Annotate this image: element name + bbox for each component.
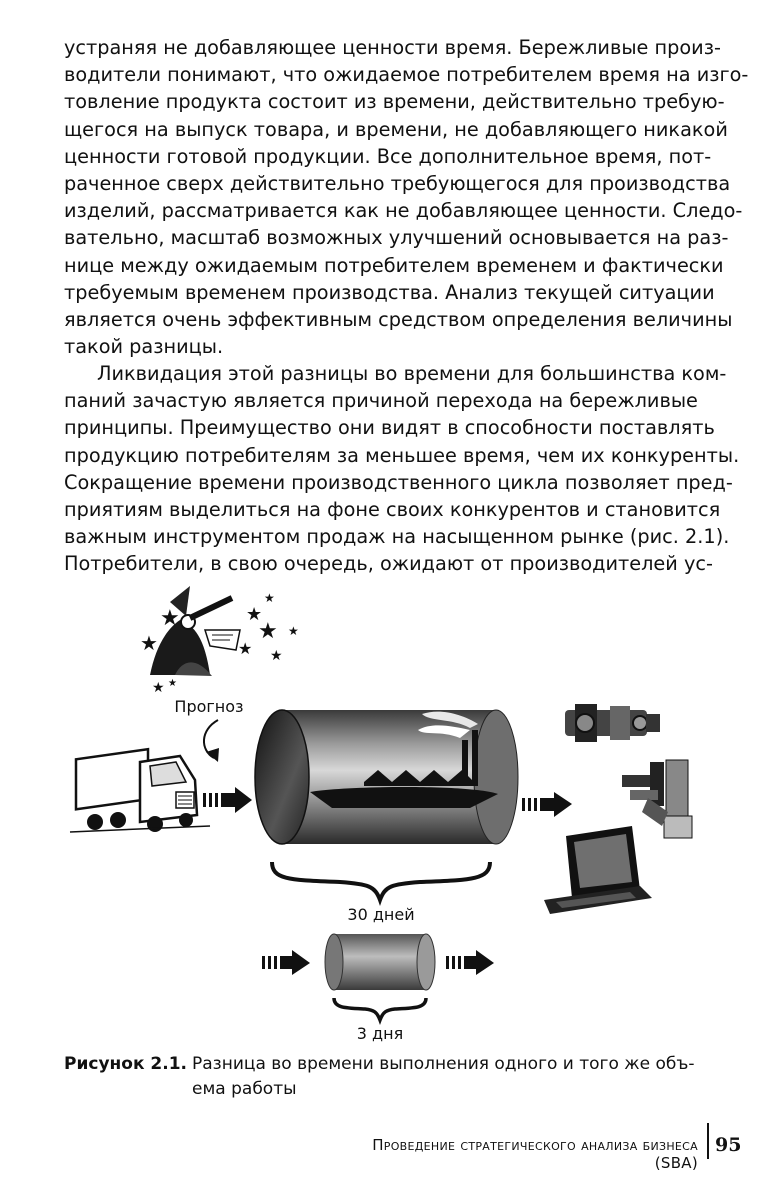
- long-process-cylinder: [255, 710, 518, 844]
- svg-text:★: ★: [160, 606, 180, 631]
- pipes-icon: [622, 760, 692, 838]
- text-line: продукцию потребителям за меньшее время, чем их конкуренты.: [64, 443, 740, 467]
- arrow-right-icon: [203, 787, 252, 813]
- svg-text:★: ★: [264, 591, 275, 605]
- truck-icon: [70, 749, 210, 832]
- svg-text:★: ★: [152, 680, 165, 696]
- text-line: такой разницы.: [64, 335, 224, 359]
- text-line: паний зачастую является причиной перехода на бережливые: [64, 389, 698, 413]
- arrow-right-icon: [262, 950, 310, 975]
- svg-text:★: ★: [140, 631, 158, 655]
- text-line: устраняя не добавляющее ценности время. Бережливые произ-: [64, 36, 721, 59]
- text-line: Ликвидация этой разницы во времени для большинства ком-: [97, 362, 727, 385]
- arrow-right-icon: [522, 792, 572, 817]
- running-title: Проведение стратегического анализа бизнеса (SBA): [372, 1136, 698, 1172]
- caption-text: ема работы: [192, 1079, 297, 1099]
- text-line: ценности готовой продукции. Все дополнительное время, пот-: [64, 144, 712, 168]
- footer-divider: [707, 1123, 709, 1159]
- text-line: вательно, масштаб возможных улучшений основывается на раз-: [64, 226, 729, 250]
- paragraph-1: [64, 34, 749, 360]
- laptop-icon: [544, 826, 652, 914]
- svg-text:★: ★: [270, 648, 283, 664]
- wizard-icon: [140, 586, 299, 696]
- text-line: требуемым временем производства. Анализ текущей ситуации: [64, 280, 715, 304]
- caption-text: Разница во времени выполнения одного и того же объ-: [192, 1054, 695, 1074]
- forecast-label: Прогноз: [174, 697, 244, 716]
- text-line: принципы. Преимущество они видят в способности поставлять: [64, 416, 715, 440]
- long-duration-label: 30 дней: [347, 905, 415, 924]
- brace-3-days: [334, 998, 426, 1020]
- page-number: 95: [715, 1134, 742, 1156]
- text-line: изделий, рассматривается как не добавляющее ценности. Следо-: [64, 199, 743, 223]
- text-line: приятиям выделиться на фоне своих конкурентов и становится: [64, 498, 721, 522]
- text-line: товление продукта состоит из времени, действительно требую-: [64, 90, 725, 114]
- figure-2-1: [0, 580, 760, 1050]
- text-line: Потребители, в свою очередь, ожидают от производителей ус-: [64, 552, 713, 576]
- short-process-cylinder: [325, 934, 435, 990]
- brace-30-days: [272, 862, 490, 900]
- svg-text:★: ★: [288, 624, 299, 638]
- text-line: важным инструментом продаж на насыщенном рынке (рис. 2.1).: [64, 525, 730, 549]
- text-line: нице между ожидаемым потребителем временем и фактически: [64, 253, 724, 277]
- svg-text:★: ★: [246, 604, 263, 625]
- svg-text:★: ★: [168, 678, 177, 689]
- svg-text:★: ★: [238, 639, 253, 658]
- text-line: водители понимают, что ожидаемое потребителем время на изго-: [64, 63, 749, 87]
- short-duration-label: 3 дня: [356, 1024, 404, 1043]
- text-line: Сокращение времени производственного цикла позволяет пред-: [64, 470, 733, 494]
- caption-label: Рисунок 2.1.: [64, 1054, 187, 1074]
- text-line: щегося на выпуск товара, и времени, не добавляющего никакой: [64, 117, 728, 141]
- text-line: раченное сверх действительно требующегося для производства: [64, 172, 731, 196]
- text-line: является очень эффективным средством определения величины: [64, 308, 733, 332]
- svg-text:★: ★: [258, 619, 278, 644]
- machinery-icon: [565, 704, 660, 742]
- arrow-right-icon: [446, 950, 494, 975]
- paragraph-2: [64, 360, 740, 578]
- figure-caption: [64, 1052, 704, 1102]
